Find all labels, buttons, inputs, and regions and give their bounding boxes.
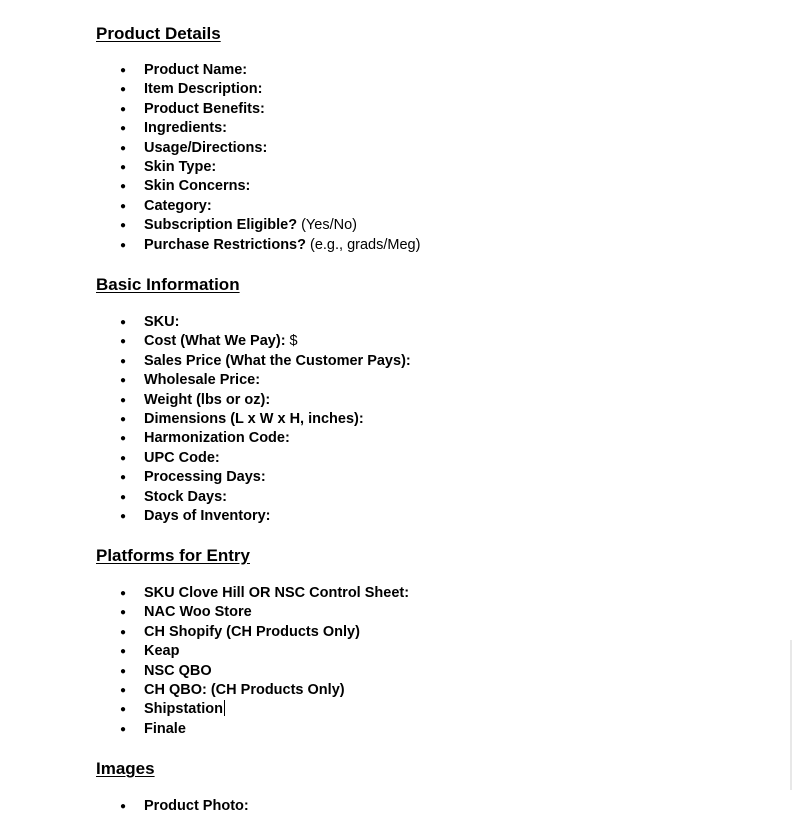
list-item: ● Product Photo: [96,797,249,816]
list-item: ● Usage/Directions: [96,139,420,158]
list-item: ● Harmonization Code: [96,429,411,448]
list-item: ● Skin Type: [96,158,420,177]
section-title-images: Images [96,759,155,778]
list-item: ● Item Description: [96,80,420,99]
list-item[interactable]: ● Shipstation [96,700,409,719]
list-item: ● Processing Days: [96,468,411,487]
section-title-product-details: Product Details [96,24,221,43]
list-item: ● Dimensions (L x W x H, inches): [96,410,411,429]
list-item: ● UPC Code: [96,449,411,468]
list-item: ● Purchase Restrictions? (e.g., grads/Meg) [96,236,420,255]
list-item: ● NSC QBO [96,662,409,681]
basic-information-list [96,313,411,526]
list-item: ● Product Benefits: [96,100,420,119]
list-item: ● Sales Price (What the Customer Pays): [96,352,411,371]
list-item: ● Cost (What We Pay): $ [96,332,411,351]
list-item: ● Finale [96,720,409,739]
text-cursor [224,700,225,716]
product-details-list [96,61,420,255]
list-item: ● CH Shopify (CH Products Only) [96,623,409,642]
list-item: ● Wholesale Price: [96,371,411,390]
section-title-platforms-for-entry: Platforms for Entry [96,546,250,565]
list-item: ● NAC Woo Store [96,603,409,622]
platforms-list [96,584,409,739]
list-item: ● Ingredients: [96,119,420,138]
section-title-basic-information: Basic Information [96,275,240,294]
list-item: ● SKU Clove Hill OR NSC Control Sheet: [96,584,409,603]
list-item: ● CH QBO: (CH Products Only) [96,681,409,700]
list-item: ● Weight (lbs or oz): [96,391,411,410]
list-item: ● Product Name: [96,61,420,80]
list-item: ● Keap [96,642,409,661]
list-item: ● Days of Inventory: [96,507,411,526]
list-item: ● Category: [96,197,420,216]
list-item: ● Stock Days: [96,488,411,507]
list-item: ● Skin Concerns: [96,177,420,196]
list-item: ● SKU: [96,313,411,332]
list-item: ● Subscription Eligible? (Yes/No) [96,216,420,235]
images-list [96,797,249,816]
